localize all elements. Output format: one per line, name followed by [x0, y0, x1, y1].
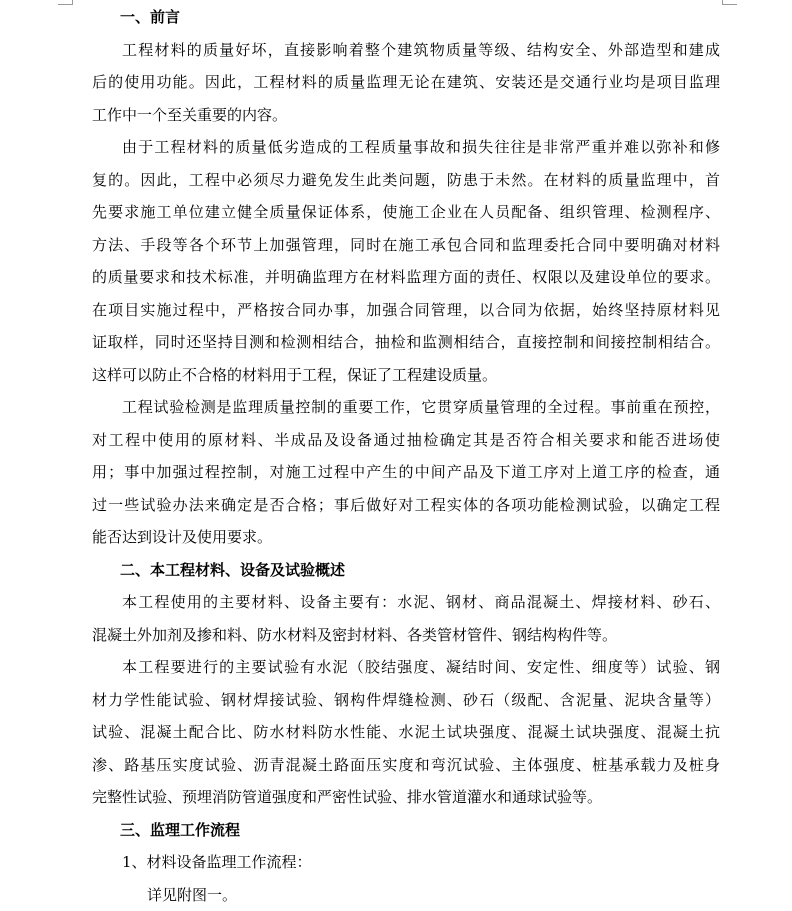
text-line: 能否达到设计及使用要求。	[92, 521, 720, 554]
page-corner-mark-right	[722, 0, 737, 5]
text-line: 本工程使用的主要材料、设备主要有：水泥、钢材、商品混凝土、焊接材料、砂石、	[92, 586, 720, 619]
text-line: 方法、手段等各个环节上加强管理，同时在施工承包合同和监理委托合同中要明确对材料	[92, 229, 720, 262]
paragraph-intro-2	[92, 131, 720, 391]
see-attached-figure-note: 详见附图一。	[92, 879, 720, 911]
text-line: 过一些试验办法来确定是否合格；事后做好对工程实体的各项功能检测试验，以确定工程	[92, 489, 720, 522]
text-line: 由于工程材料的质量低劣造成的工程质量事故和损失往往是非常严重并难以弥补和修	[92, 131, 720, 164]
text-line: 工作中一个至关重要的内容。	[92, 99, 720, 132]
text-line: 工程材料的质量好坏，直接影响着整个建筑物质量等级、结构安全、外部造型和建成	[92, 34, 720, 67]
text-line: 复的。因此，工程中必须尽力避免发生此类问题，防患于未然。在材料的质量监理中，首	[92, 164, 720, 197]
page-corner-mark-left	[58, 0, 73, 5]
text-line: 先要求施工单位建立健全质量保证体系，使施工企业在人员配备、组织管理、检测程序、	[92, 196, 720, 229]
text-line: 证取样，同时还坚持目测和检测相结合，抽检和监测相结合，直接控制和间接控制相结合。	[92, 326, 720, 359]
text-line: 本工程要进行的主要试验有水泥（胶结强度、凝结时间、安定性、细度等）试验、钢	[92, 651, 720, 684]
document-page	[92, 1, 720, 911]
list-item-material-workflow: 1、材料设备监理工作流程：	[92, 846, 720, 879]
section-heading-workflow: 三、监理工作流程	[92, 814, 720, 847]
text-line: 的质量要求和技术标准，并明确监理方在材料监理方面的责任、权限以及建设单位的要求。	[92, 261, 720, 294]
text-line: 后的使用功能。因此，工程材料的质量监理无论在建筑、安装还是交通行业均是项目监理	[92, 66, 720, 99]
section-heading-intro: 一、前言	[92, 1, 720, 34]
paragraph-materials-1	[92, 586, 720, 651]
paragraph-intro-1	[92, 34, 720, 132]
text-line: 在项目实施过程中，严格按合同办事，加强合同管理，以合同为依据，始终坚持原材料见	[92, 294, 720, 327]
paragraph-intro-3	[92, 391, 720, 554]
text-line: 试验、混凝土配合比、防水材料防水性能、水泥土试块强度、混凝土试块强度、混凝土抗	[92, 716, 720, 749]
text-line: 完整性试验、预埋消防管道强度和严密性试验、排水管道灌水和通球试验等。	[92, 781, 720, 814]
paragraph-materials-2	[92, 651, 720, 814]
section-heading-materials: 二、本工程材料、设备及试验概述	[92, 554, 720, 587]
text-line: 材力学性能试验、钢材焊接试验、钢构件焊缝检测、砂石（级配、含泥量、泥块含量等）	[92, 684, 720, 717]
text-line: 渗、路基压实度试验、沥青混凝土路面压实度和弯沉试验、主体强度、桩基承载力及桩身	[92, 749, 720, 782]
text-line: 这样可以防止不合格的材料用于工程，保证了工程建设质量。	[92, 359, 720, 392]
text-line: 工程试验检测是监理质量控制的重要工作，它贯穿质量管理的全过程。事前重在预控，	[92, 391, 720, 424]
text-line: 混凝土外加剂及掺和料、防水材料及密封材料、各类管材管件、钢结构构件等。	[92, 619, 720, 652]
text-line: 用；事中加强过程控制，对施工过程中产生的中间产品及下道工序对上道工序的检查，通	[92, 456, 720, 489]
text-line: 对工程中使用的原材料、半成品及设备通过抽检确定其是否符合相关要求和能否进场使	[92, 424, 720, 457]
